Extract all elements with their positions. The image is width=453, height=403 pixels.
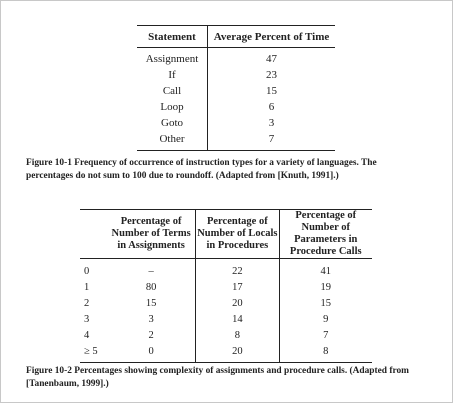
locals-cell: 20 [196, 295, 279, 311]
locals-cell: 20 [196, 343, 279, 363]
count-cell: 0 [84, 265, 90, 277]
figure-10-2-caption: Figure 10-2 Percentages showing complexity of assignments and procedure calls. (Adapted from [Tanenbaum, 1999].) [26, 366, 409, 389]
terms-cell: – [148, 265, 154, 277]
statement-cell: Other [137, 131, 208, 151]
table-header-row [137, 26, 335, 48]
parameters-cell: 7 [279, 327, 372, 343]
table-header-row [80, 210, 372, 259]
parameters-cell: 9 [279, 311, 372, 327]
statement-cell: If [137, 67, 208, 83]
table-row [80, 311, 372, 327]
percent-cell: 47 [266, 53, 277, 65]
statement-cell: Call [137, 83, 208, 99]
statement-cell: Assignment [137, 48, 208, 68]
header-locals-in-procedures: Percentage of Number of Locals in Procedures [196, 210, 279, 259]
count-cell: 4 [84, 329, 90, 341]
table-row [137, 115, 335, 131]
table-row [137, 83, 335, 99]
table-row [80, 279, 372, 295]
instruction-frequency-table [137, 25, 335, 151]
count-cell: ≥ 5 [80, 343, 107, 363]
percent-cell: 23 [266, 69, 277, 81]
table-row [80, 295, 372, 311]
header-parameters-in-calls: Percentage of Number of Parameters in Procedure Calls [279, 210, 372, 259]
terms-cell: 80 [145, 281, 157, 293]
parameters-cell: 41 [279, 259, 372, 280]
percent-cell: 3 [268, 117, 275, 129]
percent-cell: 7 [208, 131, 336, 151]
parameters-cell: 8 [279, 343, 372, 363]
table-row [137, 48, 335, 68]
complexity-table [80, 209, 372, 363]
locals-cell: 17 [196, 279, 279, 295]
table-row [80, 327, 372, 343]
header-statement: Statement [137, 26, 208, 48]
table-row [80, 343, 372, 363]
locals-cell: 8 [196, 327, 279, 343]
table-row [137, 131, 335, 151]
locals-cell: 22 [196, 259, 279, 280]
table-row [80, 259, 372, 280]
statement-cell: Loop [137, 99, 208, 115]
percent-cell: 15 [266, 85, 277, 97]
terms-cell: 2 [148, 329, 154, 341]
parameters-cell: 15 [279, 295, 372, 311]
count-cell: 3 [84, 313, 90, 325]
count-cell: 1 [84, 281, 90, 293]
count-cell: 2 [84, 297, 90, 309]
terms-cell: 3 [148, 313, 154, 325]
table-row [137, 67, 335, 83]
header-row-label [80, 210, 107, 259]
parameters-cell: 19 [279, 279, 372, 295]
locals-cell: 14 [196, 311, 279, 327]
terms-cell: 15 [145, 297, 157, 309]
terms-cell: 0 [107, 343, 196, 363]
header-terms-in-assignments: Percentage of Number of Terms in Assignments [107, 210, 196, 259]
percent-cell: 6 [268, 101, 275, 113]
figure-10-1-caption: Figure 10-1 Frequency of occurrence of instruction types for a variety of languages. The percentages do not sum to 100 due to roundoff. (Adapted from [Knuth, 1991].) [26, 158, 377, 181]
statement-cell: Goto [137, 115, 208, 131]
header-average-percent: Average Percent of Time [208, 26, 336, 48]
table-row [137, 99, 335, 115]
